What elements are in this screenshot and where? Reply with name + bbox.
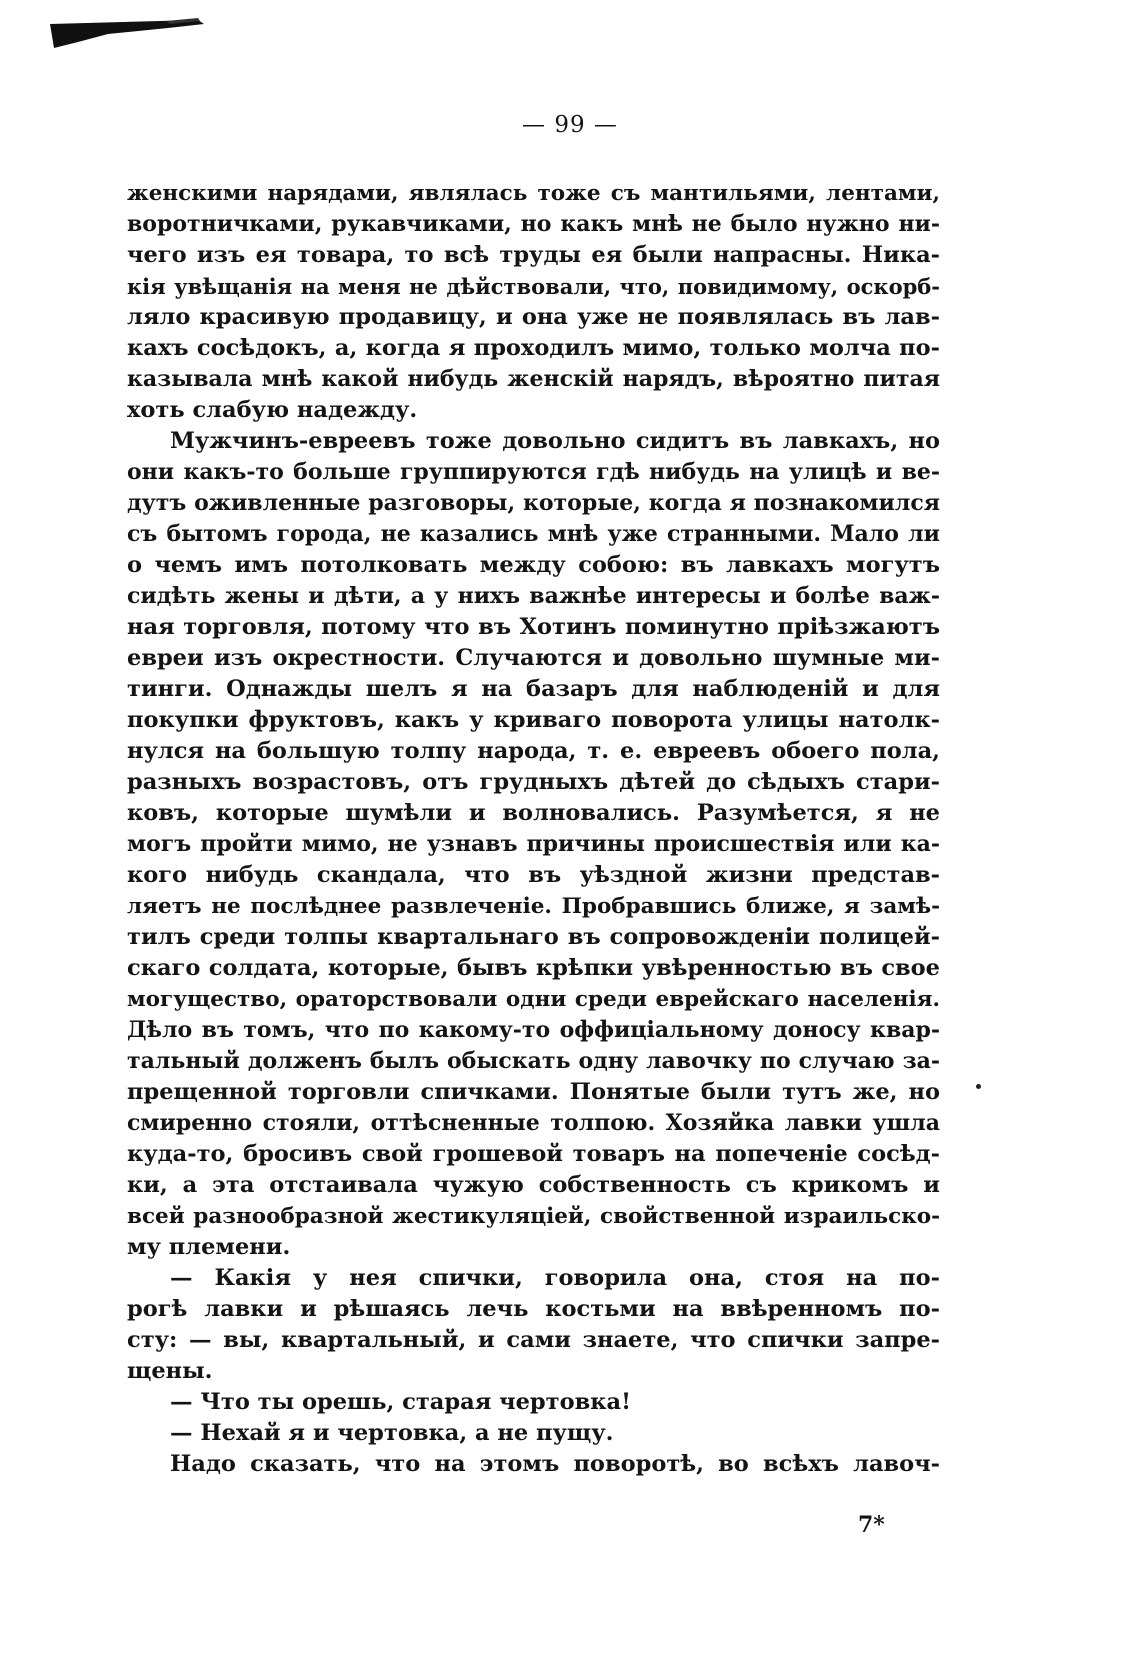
body-text <box>127 178 940 1480</box>
text-line: казывала мнѣ какой нибудь женскій нарядъ, вѣроятно питая <box>127 366 940 392</box>
text-line: чего изъ ея товара, то всѣ труды ея были напрасны. Ника- <box>127 242 940 268</box>
text-line: могущество, ораторствовали одни среди еврейскаго населенія. <box>127 987 940 1012</box>
text-line: — Что ты орешь, старая чертовка! <box>170 1389 631 1415</box>
text-line: му племени. <box>127 1234 291 1260</box>
text-line: покупки фруктовъ, какъ у криваго поворота улицы натолк- <box>127 707 940 733</box>
text-line: ная торговля, потому что въ Хотинъ поминутно пріѣзжаютъ <box>127 614 940 640</box>
text-line: женскими нарядами, являлась тоже съ мантильями, лентами, <box>127 181 940 206</box>
text-line: сидѣть жены и дѣти, а у нихъ важнѣе интересы и болѣе важ- <box>127 583 940 609</box>
text-line: ляетъ не послѣднее развлеченіе. Пробравшись ближе, я замѣ- <box>127 894 940 919</box>
text-line: могъ пройти мимо, не узнавъ причины происшествія или ка- <box>127 831 940 857</box>
text-line: куда-то, бросивъ свой грошевой товаръ на попеченіе сосѣд- <box>127 1141 940 1167</box>
text-line: ляло красивую продавицу, и она уже не появлялась въ лав- <box>127 304 940 330</box>
text-line: тальный долженъ былъ обыскать одну лавочку по случаю за- <box>127 1048 940 1074</box>
text-line: тинги. Однажды шелъ я на базаръ для наблюденій и для <box>127 676 940 702</box>
text-line: тилъ среди толпы квартальнаго въ сопровожденіи полицей- <box>127 924 940 950</box>
text-line: сту: — вы, квартальный, и сами знаете, что спички запре- <box>127 1327 940 1353</box>
text-line: о чемъ имъ потолковать между собою: въ лавкахъ могутъ <box>127 552 940 578</box>
text-line: съ бытомъ города, не казались мнѣ уже странными. Мало ли <box>127 521 940 547</box>
text-line: — Нехай я и чертовка, а не пущу. <box>170 1420 614 1446</box>
text-line: воротничками, рукавчиками, но какъ мнѣ не было нужно ни- <box>127 211 940 237</box>
text-line: они какъ-то больше группируются гдѣ нибудь на улицѣ и ве- <box>127 459 940 485</box>
text-line: прещенной торговли спичками. Понятые были тутъ же, но <box>127 1079 940 1105</box>
text-line: рогѣ лавки и рѣшаясь лечь костьми на ввѣренномъ по- <box>127 1296 940 1322</box>
text-line: кахъ сосѣдокъ, а, когда я проходилъ мимо, только молча по- <box>127 335 940 361</box>
text-line: щены. <box>127 1358 213 1384</box>
text-line: нулся на большую толпу народа, т. е. евреевъ обоего пола, <box>127 738 940 764</box>
text-line: всей разнообразной жестикуляціей, свойственной израильско- <box>127 1204 940 1229</box>
text-line: Дѣло въ томъ, что по какому-то оффиціальному доносу квар- <box>127 1017 940 1043</box>
text-line: ки, а эта отстаивала чужую собственность съ крикомъ и <box>127 1172 940 1198</box>
text-line: разныхъ возрастовъ, отъ грудныхъ дѣтей до сѣдыхъ стари- <box>127 769 940 795</box>
text-line: Надо сказать, что на этомъ поворотѣ, во всѣхъ лавоч- <box>170 1451 940 1477</box>
ink-speck <box>976 1084 981 1089</box>
corner-ink-smudge <box>48 18 206 48</box>
text-line: — Какія у нея спички, говорила она, стоя на по- <box>170 1265 940 1291</box>
text-line: евреи изъ окрестности. Случаются и довольно шумные ми- <box>127 645 940 671</box>
text-line: ковъ, которые шумѣли и волновались. Разумѣется, я не <box>127 800 940 826</box>
text-line: кія увѣщанія на меня не дѣйствовали, что, повидимому, оскорб- <box>127 274 940 299</box>
text-line: Мужчинъ-евреевъ тоже довольно сидитъ въ лавкахъ, но <box>170 428 940 454</box>
text-line: хоть слабую надежду. <box>127 397 418 423</box>
text-line: смиренно стояли, оттѣсненные толпою. Хозяйка лавки ушла <box>127 1110 940 1136</box>
page-number: — 99 — <box>522 112 618 138</box>
signature-mark: 7* <box>858 1512 885 1538</box>
text-line: скаго солдата, которые, бывъ крѣпки увѣренностью въ свое <box>127 955 940 981</box>
text-line: дутъ оживленные разговоры, которые, когда я познакомился <box>127 490 940 516</box>
text-line: кого нибудь скандала, что въ уѣздной жизни представ- <box>127 862 940 888</box>
